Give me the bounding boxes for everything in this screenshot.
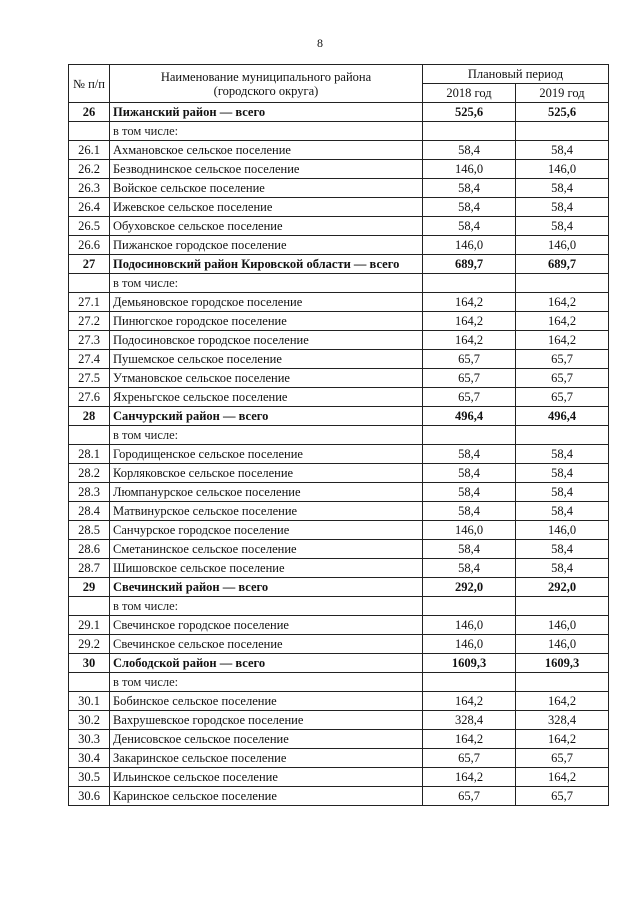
table-row — [69, 654, 609, 673]
table-row — [69, 540, 609, 559]
header-period: Плановый период — [423, 65, 609, 84]
row-value-2018: 164,2 — [423, 312, 516, 331]
row-num: 27.2 — [69, 312, 110, 331]
table-row — [69, 312, 609, 331]
row-name: Ахмановское сельское поселение — [110, 141, 423, 160]
row-name: в том числе: — [110, 122, 423, 141]
table-row — [69, 445, 609, 464]
row-name: Подосиновский район Кировской области — всего — [110, 255, 423, 274]
row-name: Слободской район — всего — [110, 654, 423, 673]
row-num: 30.6 — [69, 787, 110, 806]
header-num: № п/п — [69, 65, 110, 103]
row-name: Люмпанурское сельское поселение — [110, 483, 423, 502]
row-value-2018: 146,0 — [423, 236, 516, 255]
table-row — [69, 369, 609, 388]
row-name: Утмановское сельское поселение — [110, 369, 423, 388]
row-value-2018: 58,4 — [423, 540, 516, 559]
row-name: Санчурский район — всего — [110, 407, 423, 426]
row-name: Сметанинское сельское поселение — [110, 540, 423, 559]
row-value-2019: 58,4 — [516, 141, 609, 160]
row-value-2018: 58,4 — [423, 483, 516, 502]
row-value-2019: 58,4 — [516, 559, 609, 578]
row-name: в том числе: — [110, 597, 423, 616]
row-value-2018 — [423, 122, 516, 141]
row-value-2019: 164,2 — [516, 692, 609, 711]
row-num: 29 — [69, 578, 110, 597]
table-row — [69, 673, 609, 692]
row-value-2018: 146,0 — [423, 160, 516, 179]
row-value-2019: 65,7 — [516, 749, 609, 768]
row-value-2019 — [516, 274, 609, 293]
table-row — [69, 483, 609, 502]
table-row — [69, 502, 609, 521]
row-value-2018: 58,4 — [423, 559, 516, 578]
row-num: 30 — [69, 654, 110, 673]
row-value-2019: 65,7 — [516, 350, 609, 369]
row-num: 27 — [69, 255, 110, 274]
row-value-2018: 58,4 — [423, 445, 516, 464]
table-row — [69, 730, 609, 749]
row-value-2018 — [423, 274, 516, 293]
row-num: 26.4 — [69, 198, 110, 217]
row-name: Городищенское сельское поселение — [110, 445, 423, 464]
row-name: Пижанское городское поселение — [110, 236, 423, 255]
row-value-2018: 164,2 — [423, 692, 516, 711]
row-num: 30.5 — [69, 768, 110, 787]
row-name: Пушемское сельское поселение — [110, 350, 423, 369]
table-row — [69, 217, 609, 236]
row-name: Яхреньгское сельское поселение — [110, 388, 423, 407]
row-name: в том числе: — [110, 673, 423, 692]
row-value-2019: 164,2 — [516, 730, 609, 749]
row-value-2019: 146,0 — [516, 160, 609, 179]
row-name: Пинюгское городское поселение — [110, 312, 423, 331]
row-name: Ижевское сельское поселение — [110, 198, 423, 217]
row-name: Пижанский район — всего — [110, 103, 423, 122]
table-row — [69, 426, 609, 445]
row-value-2018: 689,7 — [423, 255, 516, 274]
row-value-2018 — [423, 426, 516, 445]
row-name: Матвинурское сельское поселение — [110, 502, 423, 521]
row-name: Бобинское сельское поселение — [110, 692, 423, 711]
row-num: 27.3 — [69, 331, 110, 350]
row-value-2018: 1609,3 — [423, 654, 516, 673]
row-value-2019: 65,7 — [516, 787, 609, 806]
row-num: 30.1 — [69, 692, 110, 711]
row-value-2019: 58,4 — [516, 540, 609, 559]
row-value-2019: 58,4 — [516, 198, 609, 217]
table-row — [69, 616, 609, 635]
header-year-2018: 2018 год — [423, 84, 516, 103]
header-year-2019: 2019 год — [516, 84, 609, 103]
row-value-2019: 164,2 — [516, 768, 609, 787]
table-header — [69, 65, 609, 103]
row-name: Закаринское сельское поселение — [110, 749, 423, 768]
row-num: 26.1 — [69, 141, 110, 160]
row-num: 28.7 — [69, 559, 110, 578]
row-value-2018 — [423, 673, 516, 692]
row-value-2019: 65,7 — [516, 369, 609, 388]
table-row — [69, 578, 609, 597]
table-row — [69, 692, 609, 711]
row-num — [69, 673, 110, 692]
row-value-2018: 65,7 — [423, 350, 516, 369]
row-value-2018 — [423, 597, 516, 616]
row-name: Санчурское городское поселение — [110, 521, 423, 540]
row-num: 27.4 — [69, 350, 110, 369]
row-num: 26.6 — [69, 236, 110, 255]
row-name: Подосиновское городское поселение — [110, 331, 423, 350]
row-value-2018: 65,7 — [423, 369, 516, 388]
table-row — [69, 293, 609, 312]
row-value-2019: 525,6 — [516, 103, 609, 122]
row-name: Свечинское городское поселение — [110, 616, 423, 635]
row-num: 30.4 — [69, 749, 110, 768]
row-name: Ильинское сельское поселение — [110, 768, 423, 787]
row-value-2019: 164,2 — [516, 293, 609, 312]
table-row — [69, 464, 609, 483]
row-value-2019: 146,0 — [516, 521, 609, 540]
row-value-2018: 496,4 — [423, 407, 516, 426]
row-num: 29.2 — [69, 635, 110, 654]
row-name: Обуховское сельское поселение — [110, 217, 423, 236]
row-num — [69, 426, 110, 445]
row-num: 27.1 — [69, 293, 110, 312]
row-name: Свечинский район — всего — [110, 578, 423, 597]
table-row — [69, 597, 609, 616]
row-value-2019: 146,0 — [516, 236, 609, 255]
table-row — [69, 198, 609, 217]
table-row — [69, 141, 609, 160]
table-row — [69, 103, 609, 122]
row-value-2019: 328,4 — [516, 711, 609, 730]
row-num: 26.5 — [69, 217, 110, 236]
row-value-2019: 146,0 — [516, 616, 609, 635]
row-num: 28.2 — [69, 464, 110, 483]
row-value-2019: 164,2 — [516, 312, 609, 331]
row-value-2019: 146,0 — [516, 635, 609, 654]
table-row — [69, 236, 609, 255]
row-name: Свечинское сельское поселение — [110, 635, 423, 654]
row-num: 28.3 — [69, 483, 110, 502]
row-value-2018: 328,4 — [423, 711, 516, 730]
row-num: 30.2 — [69, 711, 110, 730]
row-value-2019: 65,7 — [516, 388, 609, 407]
table-row — [69, 388, 609, 407]
row-value-2018: 65,7 — [423, 388, 516, 407]
table-row — [69, 160, 609, 179]
row-num: 26.2 — [69, 160, 110, 179]
row-value-2019: 58,4 — [516, 179, 609, 198]
row-value-2018: 164,2 — [423, 293, 516, 312]
row-value-2018: 58,4 — [423, 217, 516, 236]
table-row — [69, 711, 609, 730]
row-value-2019: 164,2 — [516, 331, 609, 350]
row-value-2019: 496,4 — [516, 407, 609, 426]
table-row — [69, 768, 609, 787]
row-num: 28 — [69, 407, 110, 426]
row-num: 29.1 — [69, 616, 110, 635]
row-value-2019 — [516, 122, 609, 141]
row-name: Войское сельское поселение — [110, 179, 423, 198]
table-row — [69, 122, 609, 141]
row-num: 30.3 — [69, 730, 110, 749]
table-row — [69, 179, 609, 198]
row-value-2019: 58,4 — [516, 502, 609, 521]
row-value-2018: 525,6 — [423, 103, 516, 122]
row-num: 28.1 — [69, 445, 110, 464]
row-num — [69, 122, 110, 141]
row-value-2018: 58,4 — [423, 179, 516, 198]
row-value-2019: 689,7 — [516, 255, 609, 274]
row-value-2019: 58,4 — [516, 217, 609, 236]
table-row — [69, 787, 609, 806]
row-num — [69, 274, 110, 293]
table-row — [69, 521, 609, 540]
row-num: 28.5 — [69, 521, 110, 540]
row-num: 26 — [69, 103, 110, 122]
table-row — [69, 407, 609, 426]
row-value-2019: 58,4 — [516, 445, 609, 464]
row-value-2019: 292,0 — [516, 578, 609, 597]
row-value-2018: 65,7 — [423, 787, 516, 806]
header-name — [110, 65, 423, 103]
row-num: 27.5 — [69, 369, 110, 388]
table-body — [69, 103, 609, 806]
page-number: 8 — [317, 36, 323, 50]
table-row — [69, 255, 609, 274]
row-value-2019: 1609,3 — [516, 654, 609, 673]
row-value-2018: 146,0 — [423, 635, 516, 654]
row-name: Корляковское сельское поселение — [110, 464, 423, 483]
row-name: в том числе: — [110, 274, 423, 293]
row-value-2018: 58,4 — [423, 198, 516, 217]
row-name: Каринское сельское поселение — [110, 787, 423, 806]
table-row — [69, 559, 609, 578]
row-value-2018: 146,0 — [423, 521, 516, 540]
row-num: 27.6 — [69, 388, 110, 407]
table-row — [69, 331, 609, 350]
table-row — [69, 274, 609, 293]
row-name: Демьяновское городское поселение — [110, 293, 423, 312]
row-num — [69, 597, 110, 616]
row-value-2018: 164,2 — [423, 730, 516, 749]
row-name: в том числе: — [110, 426, 423, 445]
header-name-line1: Наименование муниципального района — [160, 69, 372, 84]
table-row — [69, 635, 609, 654]
row-name: Денисовское сельское поселение — [110, 730, 423, 749]
row-value-2019: 58,4 — [516, 483, 609, 502]
row-num: 28.4 — [69, 502, 110, 521]
row-name: Вахрушевское городское поселение — [110, 711, 423, 730]
row-name: Шишовское сельское поселение — [110, 559, 423, 578]
row-value-2019 — [516, 426, 609, 445]
table-row — [69, 350, 609, 369]
row-value-2018: 164,2 — [423, 768, 516, 787]
row-value-2019 — [516, 673, 609, 692]
row-value-2018: 146,0 — [423, 616, 516, 635]
row-value-2019: 58,4 — [516, 464, 609, 483]
row-value-2018: 58,4 — [423, 502, 516, 521]
row-value-2018: 164,2 — [423, 331, 516, 350]
row-num: 26.3 — [69, 179, 110, 198]
row-value-2018: 58,4 — [423, 141, 516, 160]
budget-table — [68, 64, 609, 806]
row-value-2018: 65,7 — [423, 749, 516, 768]
row-value-2018: 292,0 — [423, 578, 516, 597]
header-name-line2: (городского округа) — [213, 83, 319, 98]
table-row — [69, 749, 609, 768]
row-num: 28.6 — [69, 540, 110, 559]
row-name: Безводнинское сельское поселение — [110, 160, 423, 179]
row-value-2019 — [516, 597, 609, 616]
row-value-2018: 58,4 — [423, 464, 516, 483]
